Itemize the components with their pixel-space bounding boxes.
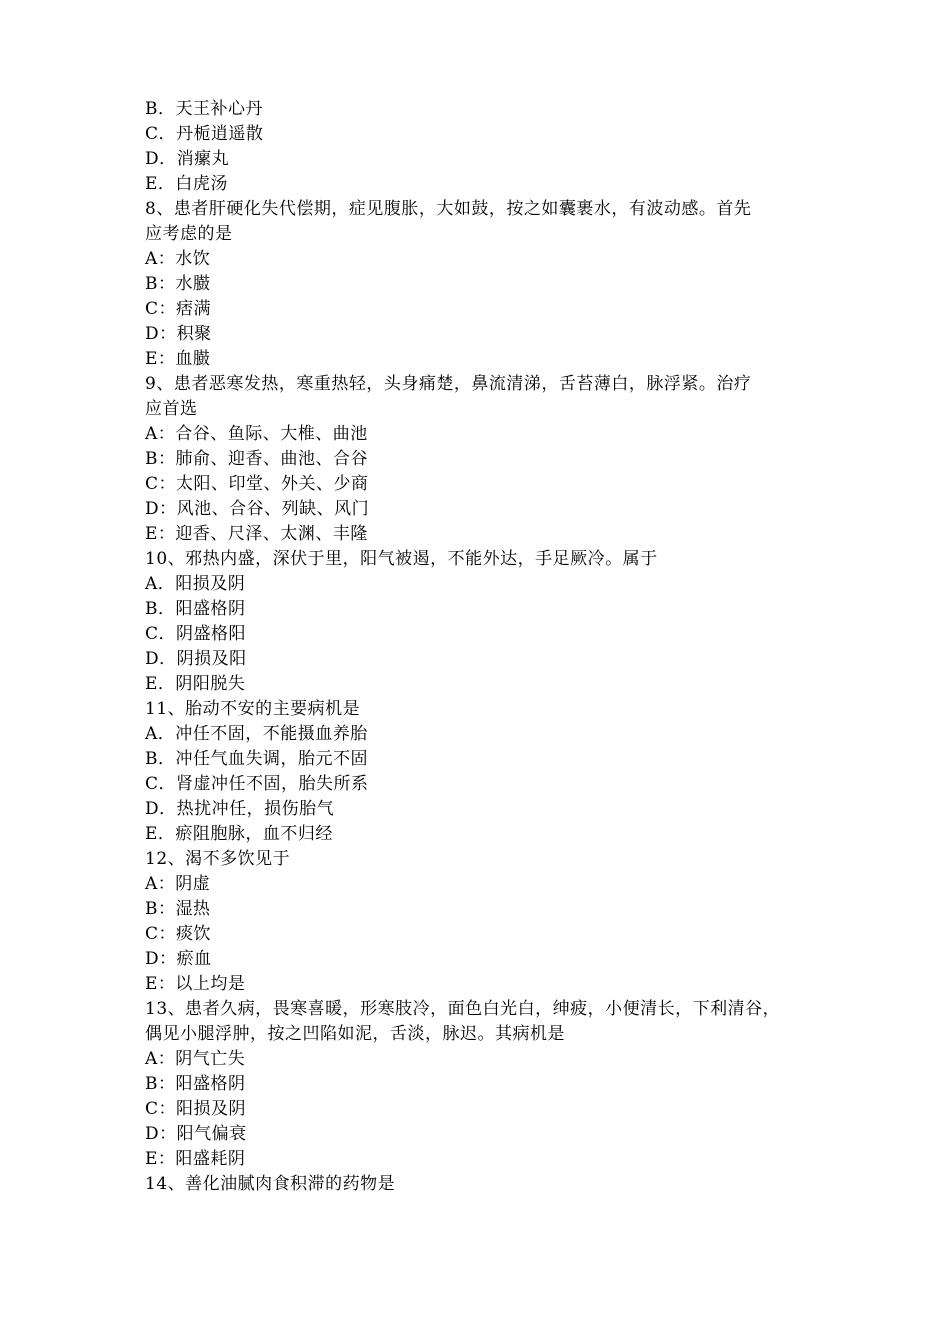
option-line: C：痞满 [145, 299, 212, 319]
option-line: D．消瘰丸 [145, 149, 230, 169]
option-line: C．阴盛格阳 [145, 624, 247, 644]
option-line: E：血臌 [145, 349, 211, 369]
question-11: 11、胎动不安的主要病机是 [145, 699, 361, 719]
option-line: E：阳盛耗阴 [145, 1149, 246, 1169]
option-line: D．阴损及阳 [145, 649, 247, 669]
option-line: B：湿热 [145, 899, 211, 919]
option-line: C：阳损及阴 [145, 1099, 247, 1119]
option-line: E．阴阳脱失 [145, 674, 246, 694]
question-13: 13、患者久病，畏寒喜暖，形寒肢冷，面色白光白，绅疲，小便清长，下利清谷， [145, 999, 781, 1019]
option-line: B．阳盛格阴 [145, 599, 246, 619]
option-line: E：迎香、尺泽、太渊、丰隆 [145, 524, 368, 544]
document-page [145, 97, 810, 1197]
option-line: C：痰饮 [145, 924, 212, 944]
option-line: E．白虎汤 [145, 174, 228, 194]
option-line: D：积聚 [145, 324, 212, 344]
option-line: D：瘀血 [145, 949, 212, 969]
option-line: B．天王补心丹 [145, 99, 263, 119]
option-line: E：以上均是 [145, 974, 246, 994]
question-10: 10、邪热内盛，深伏于里，阳气被遏，不能外达，手足厥冷。属于 [145, 549, 658, 569]
option-line: B：肺俞、迎香、曲池、合谷 [145, 449, 368, 469]
option-line: D．热扰冲任，损伤胎气 [145, 799, 335, 819]
question-13-cont: 偶见小腿浮肿，按之凹陷如泥，舌淡，脉迟。其病机是 [145, 1024, 565, 1044]
option-line: C．肾虚冲任不固，胎失所系 [145, 774, 369, 794]
option-line: A：水饮 [145, 249, 211, 269]
option-line: C：太阳、印堂、外关、少商 [145, 474, 369, 494]
option-line: A：阴气亡失 [145, 1049, 246, 1069]
option-line: B．冲任气血失调，胎元不固 [145, 749, 368, 769]
option-line: B：水臌 [145, 274, 211, 294]
option-line: C．丹栀逍遥散 [145, 124, 264, 144]
option-line: B：阳盛格阴 [145, 1074, 246, 1094]
option-line: D：风池、合谷、列缺、风门 [145, 499, 370, 519]
question-8-cont: 应考虑的是 [145, 224, 233, 244]
question-9-cont: 应首选 [145, 399, 198, 419]
question-14: 14、善化油腻肉食积滞的药物是 [145, 1174, 396, 1194]
option-line: A：合谷、鱼际、大椎、曲池 [145, 424, 368, 444]
option-line: A．冲任不固，不能摄血养胎 [145, 724, 368, 744]
option-line: A．阳损及阴 [145, 574, 246, 594]
option-line: A：阴虚 [145, 874, 211, 894]
option-line: E．瘀阻胞脉，血不归经 [145, 824, 333, 844]
question-8: 8、患者肝硬化失代偿期，症见腹胀，大如鼓，按之如囊裹水，有波动感。首先 [145, 199, 752, 219]
option-line: D：阳气偏衰 [145, 1124, 247, 1144]
question-9: 9、患者恶寒发热，寒重热轻，头身痛楚，鼻流清涕，舌苔薄白，脉浮紧。治疗 [145, 374, 752, 394]
question-12: 12、渴不多饮见于 [145, 849, 291, 869]
